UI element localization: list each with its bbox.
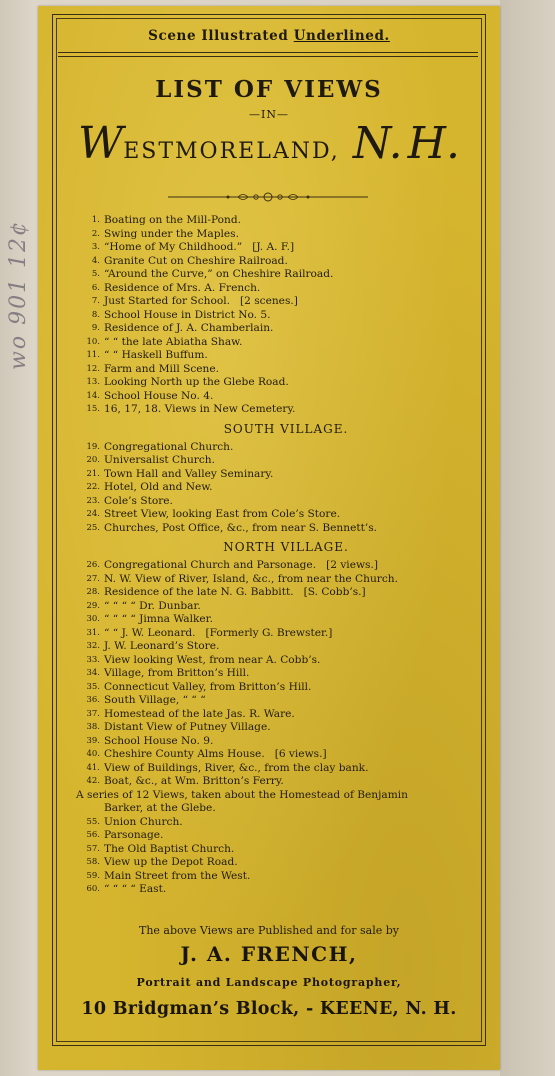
item-number: 38. [86, 722, 100, 732]
list-item [76, 762, 496, 776]
item-title: Village, from Britton’s Hill. [104, 667, 250, 679]
studio-address: 10 Bridgman’s Block, - KEENE, N. H. [81, 999, 457, 1019]
place-estm: ESTM [123, 139, 200, 164]
list-item [76, 667, 496, 681]
list-item [76, 748, 496, 762]
list-item [76, 376, 496, 390]
series-line-1: A series of 12 Views, taken about the Homestead of Benjamin [76, 788, 408, 801]
views-group-north [76, 559, 496, 789]
item-number: 13. [86, 377, 100, 387]
list-item [76, 336, 496, 350]
section-heading-south: SOUTH VILLAGE. [223, 421, 349, 436]
list-item [76, 843, 496, 857]
item-number: 24. [86, 509, 100, 519]
item-number: 37. [86, 708, 100, 719]
header-rule-bottom [58, 56, 478, 57]
views-group-south [76, 441, 496, 536]
item-number: 42. [86, 776, 100, 786]
item-note: [Formerly G. Brewster.] [205, 626, 333, 639]
list-item [76, 735, 496, 749]
item-title: “Around the Curve,” on Cheshire Railroad. [104, 268, 334, 280]
item-title: School House No. 4. [104, 389, 214, 402]
item-number: 27. [86, 573, 100, 584]
item-number: 32. [86, 641, 100, 651]
item-title: Parsonage. [104, 829, 164, 841]
item-title: J. W. Leonard’s Store. [104, 640, 220, 652]
item-title: “Home of My Childhood.” [104, 241, 243, 253]
item-number: 35. [86, 681, 100, 692]
item-number: 34. [86, 668, 100, 678]
list-item [76, 654, 496, 668]
item-number: 25. [86, 522, 100, 533]
item-number: 40. [86, 749, 100, 759]
item-number: 33. [86, 654, 100, 665]
list-item [76, 322, 496, 336]
item-note: [2 views.] [326, 559, 378, 571]
list-item [76, 255, 496, 269]
item-number: 6. [91, 282, 100, 293]
item-number: 30. [86, 614, 100, 624]
list-item [76, 349, 496, 363]
item-number: 2. [91, 228, 100, 239]
item-title: Connecticut Valley, from Britton’s Hill. [104, 680, 312, 693]
item-number: 5. [91, 269, 100, 279]
header-note-prefix: Scene Illustrated [148, 28, 294, 44]
item-title: Farm and Mill Scene. [104, 362, 220, 375]
item-number: 29. [86, 600, 100, 611]
item-title: Residence of Mrs. A. French. [104, 281, 261, 294]
views-group-main [76, 214, 496, 417]
list-item [76, 214, 496, 228]
list-item [76, 468, 496, 482]
item-number: 55. [86, 816, 100, 827]
views-list [76, 214, 496, 897]
list-item [76, 640, 496, 654]
list-item [76, 816, 496, 830]
item-note: [S. Cobb’s.] [303, 586, 366, 598]
item-number: 19. [86, 441, 100, 452]
list-item [76, 508, 496, 522]
list-item [76, 870, 496, 884]
list-item [76, 241, 496, 255]
list-item [76, 883, 496, 897]
list-item [76, 775, 496, 789]
place-oreland: ORELAND, [199, 139, 340, 164]
item-title: The Old Baptist Church. [104, 842, 235, 855]
series-line-continued [76, 802, 496, 816]
item-number: 12. [86, 363, 100, 374]
list-item [76, 282, 496, 296]
photographer-name: J. A. FRENCH, [180, 942, 358, 966]
item-title: Congregational Church. [104, 440, 234, 453]
series-line [76, 789, 496, 803]
item-title: Universalist Church. [104, 454, 215, 466]
item-title: Cheshire County Alms House. [104, 748, 265, 760]
place-name [38, 118, 500, 169]
list-item [76, 721, 496, 735]
item-number: 59. [86, 870, 100, 881]
item-number: 7. [91, 296, 100, 306]
item-number: 3. [91, 242, 100, 252]
list-item [76, 309, 496, 323]
series-line-2: Barker, at the Glebe. [104, 802, 216, 814]
header-note-underlined: Underlined. [293, 28, 390, 44]
item-title: View of Buildings, River, &c., from the clay bank. [104, 761, 369, 774]
item-note: [2 scenes.] [239, 295, 298, 307]
place-state-h: H. [407, 118, 461, 169]
item-title: Homestead of the late Jas. R. Ware. [104, 707, 295, 720]
item-title: South Village, “ “ “ [104, 694, 206, 706]
photographer-title: Portrait and Landscape Photographer, [136, 976, 402, 989]
list-item [76, 600, 496, 614]
list-item [76, 559, 496, 573]
item-title: “ “ “ “ East. [104, 883, 167, 895]
item-number: 20. [86, 455, 100, 465]
item-number: 4. [91, 255, 100, 266]
item-title: Main Street from the West. [104, 869, 251, 882]
decorative-flourish-icon [168, 190, 368, 204]
item-title: Granite Cut on Cheshire Railroad. [104, 254, 288, 267]
item-title: Residence of J. A. Chamberlain. [104, 322, 274, 334]
item-title: Street View, looking East from Cole’s Store. [104, 508, 341, 520]
item-title: Boating on the Mill-Pond. [104, 214, 242, 226]
page-title: LIST OF VIEWS [155, 76, 383, 103]
item-title: Union Church. [104, 815, 183, 828]
item-title: Hotel, Old and New. [104, 481, 213, 493]
handwritten-note: wo 901 12¢ [6, 219, 31, 370]
item-note: [6 views.] [274, 748, 327, 760]
item-number: 26. [86, 560, 100, 570]
views-group-more [76, 816, 496, 897]
list-item [76, 627, 496, 641]
item-number: 11. [86, 350, 100, 360]
list-item [76, 586, 496, 600]
item-number: 36. [86, 695, 100, 705]
item-title: Looking North up the Glebe Road. [104, 376, 289, 388]
item-note: [J. A. F.] [252, 241, 295, 253]
item-title: Residence of the late N. G. Babbitt. [104, 586, 294, 598]
list-item [76, 363, 496, 377]
item-title: “ “ the late Abiatha Shaw. [104, 335, 243, 348]
item-title: Cole’s Store. [104, 494, 173, 507]
list-item [76, 856, 496, 870]
item-number: 56. [86, 830, 100, 840]
item-title: View looking West, from near A. Cobb’s. [104, 653, 321, 666]
item-number: 57. [86, 843, 100, 854]
list-item [76, 268, 496, 282]
item-title: “ “ Haskell Buffum. [104, 349, 208, 361]
list-item [76, 228, 496, 242]
in-label: —IN— [249, 108, 289, 121]
item-title: Congregational Church and Parsonage. [104, 559, 317, 571]
item-number: 10. [86, 336, 100, 347]
item-title: “ “ “ “ Jimna Walker. [104, 613, 213, 625]
item-title: “ “ “ “ Dr. Dunbar. [104, 599, 201, 612]
item-number: 21. [86, 468, 100, 479]
item-number: 58. [86, 857, 100, 867]
item-number: 23. [86, 495, 100, 506]
item-title: School House No. 9. [104, 734, 214, 747]
item-number: 31. [86, 627, 100, 638]
header-rule-top [58, 52, 478, 53]
item-number: 60. [86, 884, 100, 894]
item-number: 8. [91, 309, 100, 320]
list-item [76, 481, 496, 495]
list-item [76, 829, 496, 843]
list-item [76, 573, 496, 587]
item-number: 15. [86, 404, 100, 414]
item-title: N. W. View of River, Island, &c., from near the Church. [104, 572, 398, 585]
list-item [76, 681, 496, 695]
item-number: 22. [86, 482, 100, 492]
list-item [76, 454, 496, 468]
list-item [76, 694, 496, 708]
item-number: 14. [86, 390, 100, 401]
item-title: 16, 17, 18. Views in New Cemetery. [104, 403, 296, 415]
list-item [76, 441, 496, 455]
item-title: Swing under the Maples. [104, 227, 239, 240]
item-title: View up the Depot Road. [104, 856, 238, 868]
item-number: 39. [86, 735, 100, 746]
item-title: “ “ J. W. Leonard. [104, 626, 196, 639]
published-line: The above Views are Published and for sale by [139, 924, 399, 937]
item-number: 41. [86, 762, 100, 773]
item-title: Boat, &c., at Wm. Britton’s Ferry. [104, 775, 284, 787]
item-number: 1. [91, 215, 100, 225]
header-note [38, 28, 500, 44]
item-title: Town Hall and Valley Seminary. [104, 467, 274, 480]
item-title: Churches, Post Office, &c., from near S. Bennett’s. [104, 521, 378, 534]
item-title: School House in District No. 5. [104, 308, 271, 321]
place-initial-w: W [77, 118, 124, 169]
list-item [76, 613, 496, 627]
section-heading-north: NORTH VILLAGE. [223, 540, 349, 554]
item-title: Distant View of Putney Village. [104, 721, 271, 733]
list-item [76, 390, 496, 404]
place-state-n: N. [352, 118, 403, 169]
mount-edge [500, 0, 555, 1076]
item-number: 28. [86, 587, 100, 597]
item-title: Just Started for School. [104, 295, 230, 307]
list-item [76, 295, 496, 309]
view-list-card [38, 6, 500, 1070]
item-number: 9. [91, 323, 100, 333]
list-item [76, 495, 496, 509]
list-item [76, 708, 496, 722]
list-item [76, 522, 496, 536]
list-item [76, 403, 496, 417]
